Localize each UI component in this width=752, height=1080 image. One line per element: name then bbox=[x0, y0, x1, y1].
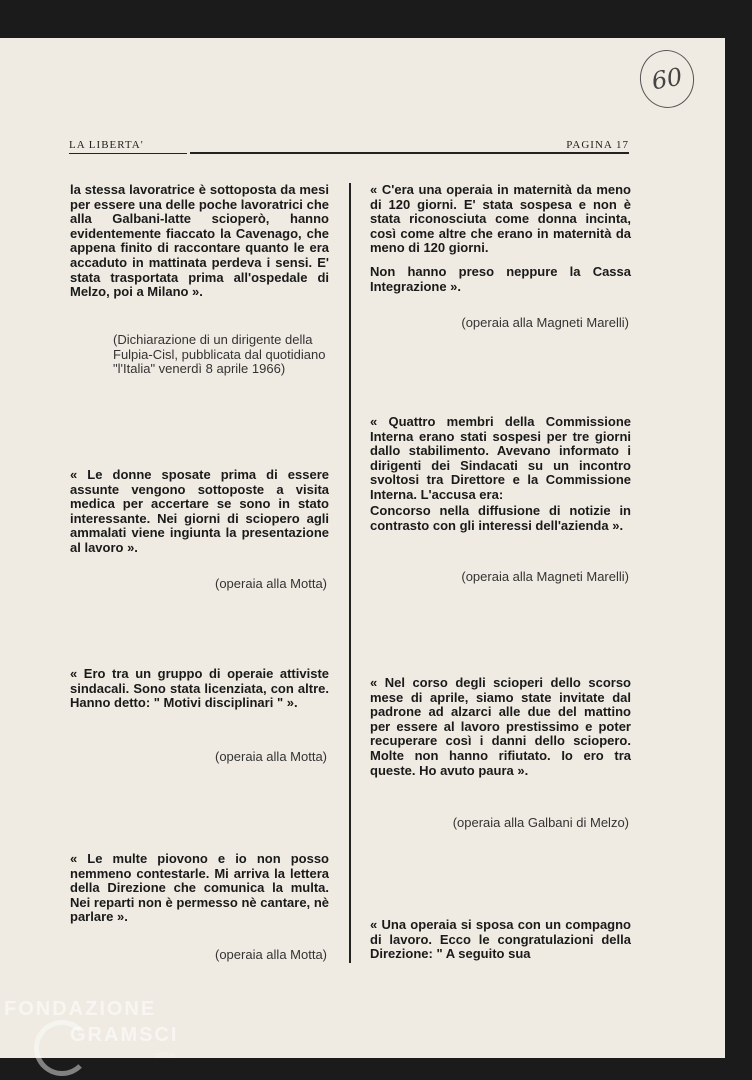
watermark-line-2: GRAMSCI bbox=[70, 1024, 179, 1046]
right-quote-4: « Una operaia si sposa con un compagno di lavoro. Ecco le congratulazioni della Direzione: " A seguito sua bbox=[370, 917, 631, 962]
left-attribution-2: (operaia alla Motta) bbox=[215, 576, 327, 591]
right-quote-2-continued: Concorso nella diffusione di notizie in contrasto con gli interessi dell'azienda ». bbox=[370, 503, 631, 533]
page-label: PAGINA 17 bbox=[566, 139, 629, 151]
left-quote-2: « Le donne sposate prima di essere assunte vengono sottoposte a visita medica per accertare se sono in stato interessante. Nei giorni di sciopero agli ammalati viene ingiunta la presentazione al lavoro ». bbox=[70, 467, 329, 555]
header-rule-right bbox=[190, 152, 629, 154]
column-divider bbox=[349, 183, 351, 963]
right-attribution-2: (operaia alla Magneti Marelli) bbox=[461, 569, 629, 584]
header-rule-left bbox=[69, 153, 187, 154]
watermark-line-1: FONDAZIONE bbox=[4, 998, 157, 1020]
left-quote-3: « Ero tra un gruppo di operaie attiviste sindacali. Sono stata licenziata, con altre. Hanno detto: " Motivi disciplinari " ». bbox=[70, 666, 329, 711]
right-quote-3: « Nel corso degli scioperi dello scorso mese di aprile, siamo state invitate dal padrone ad alzarci alle due del mattino per essere al lavoro prestissimo e poter recuperare così i danni dello sciopero. Molte non hanno rifiutato. Io ero tra queste. Ho avuto paura ». bbox=[370, 675, 631, 778]
right-quote-1: « C'era una operaia in maternità da meno di 120 giorni. E' stata sospesa e non è stata riconosciuta come donna incinta, così come altre che erano in maternità da meno di 120 giorni. bbox=[370, 182, 631, 256]
fondazione-gramsci-watermark bbox=[4, 998, 194, 1078]
left-attribution-4: (operaia alla Motta) bbox=[215, 947, 327, 962]
left-citation: (Dichiarazione di un dirigente della Fulpia-Cisl, pubblicata dal quotidiano "l'Italia" venerdì 8 aprile 1966) bbox=[113, 332, 326, 377]
left-attribution-3: (operaia alla Motta) bbox=[215, 749, 327, 764]
handwritten-page-number: 60 bbox=[635, 46, 698, 112]
watermark-line-3: onlus bbox=[154, 1050, 176, 1060]
right-attribution-3: (operaia alla Galbani di Melzo) bbox=[452, 815, 629, 830]
right-attribution-1: (operaia alla Magneti Marelli) bbox=[461, 315, 629, 330]
publication-title: LA LIBERTA' bbox=[69, 139, 144, 151]
right-quote-2: « Quattro membri della Commissione Interna erano stati sospesi per tre giorni dallo stabilimento. Avevano informato i dirigenti dei Sindacati su un incontro svoltosi tra Direttore e la Commissione Interna. L'accusa era: bbox=[370, 414, 631, 502]
running-header bbox=[69, 139, 629, 153]
left-paragraph-1: la stessa lavoratrice è sottoposta da mesi per essere una delle poche lavoratrici che alla Galbani-latte scioperò, hanno evidentemente fiaccato la Cavenago, che appena finito di raccontare quanto le era accaduto in mattinata perdeva i sensi. E' stata trasportata prima all'ospedale di Melzo, poi a Milano ». bbox=[70, 182, 329, 300]
right-quote-1-continued: Non hanno preso neppure la Cassa Integrazione ». bbox=[370, 264, 631, 294]
left-quote-4: « Le multe piovono e io non posso nemmeno contestarle. Mi arriva la lettera della Direzione che comunica la multa. Nei reparti non è permesso nè cantare, nè parlare ». bbox=[70, 851, 329, 925]
